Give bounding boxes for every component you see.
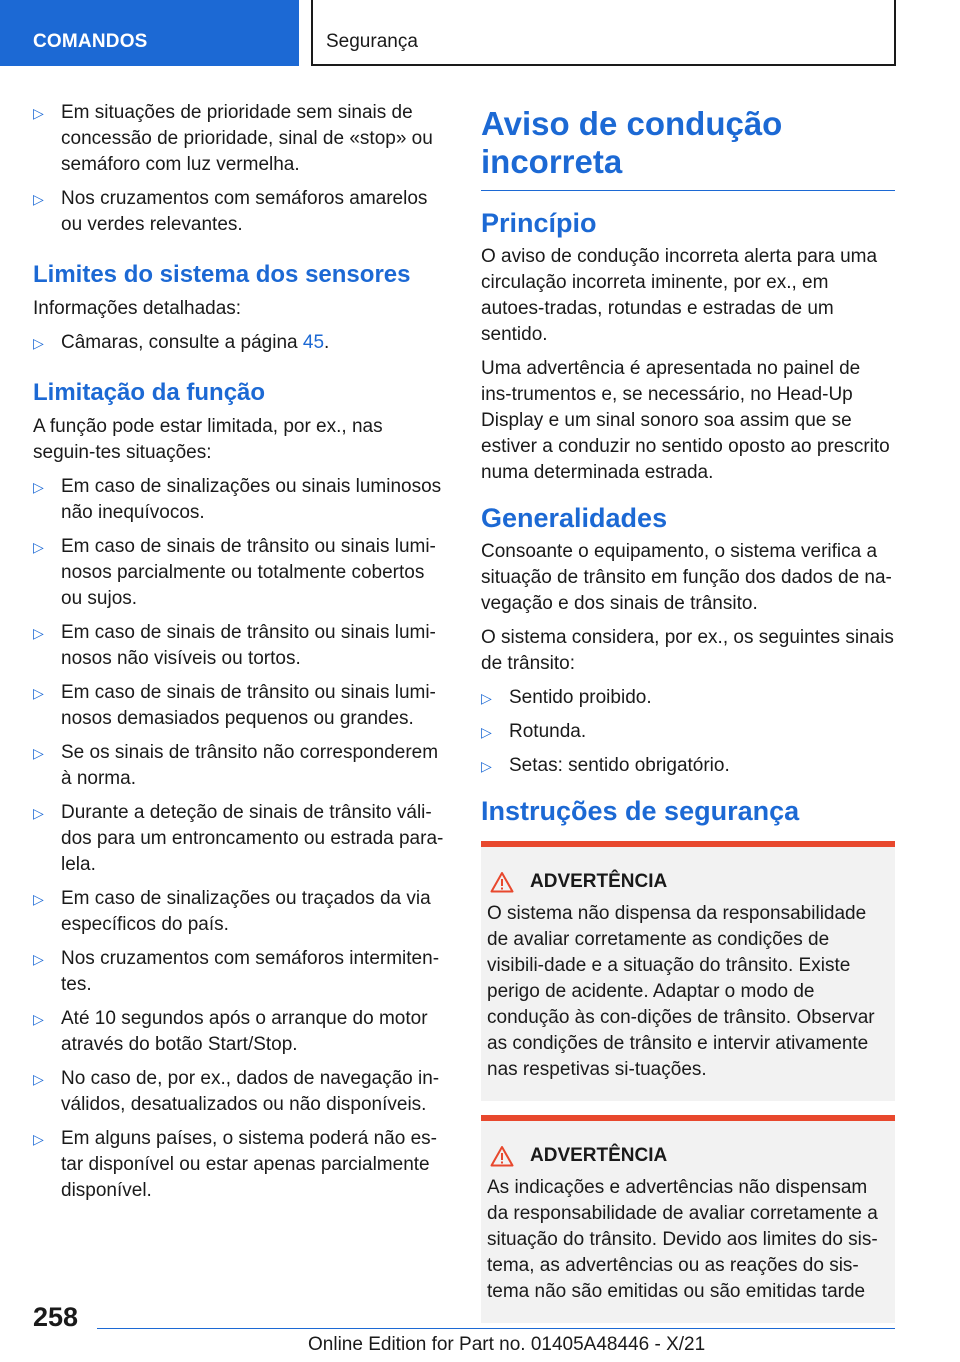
list-item: ▷ Em caso de sinalizações ou sinais luminosos não inequívocos. — [33, 476, 442, 523]
paragraph: O aviso de condução incorreta alerta para uma circulação incorreta iminente, por ex., em autoes-tradas, rotundas e estradas de um sentido. — [481, 246, 878, 345]
page-number: 258 — [33, 1302, 79, 1332]
warning-text: O sistema não dispensa da responsabilidade de avaliar corretamente as condições de visibili-dade e a situação do trânsito. Existe perigo de acidente. Adaptar o modo de condução às con-dições de trânsito. Observar as condições de trânsito e intervir ativamente nas respetivas si-tuações. — [487, 903, 875, 1080]
triangle-bullet-icon: ▷ — [481, 758, 492, 774]
section-tab: COMANDOS — [0, 0, 299, 66]
intro-list — [33, 100, 448, 238]
list-item: ▷ Nos cruzamentos com semáforos intermiten-tes. — [33, 948, 440, 995]
list-item: ▷ Em alguns países, o sistema poderá não es-tar disponível ou estar apenas parcialmente disponível. — [33, 1128, 437, 1201]
paragraph: Uma advertência é apresentada no painel de ins-trumentos e, se necessário, no Head-Up Display e um sinal sonoro soa assim que se estiver a conduzir no sentido oposto ao prescrito numa determinada estrada. — [481, 358, 890, 483]
right-column — [481, 100, 895, 1323]
section-heading-safety: Instruções de segurança — [481, 796, 800, 826]
list-item: ▷ Em caso de sinais de trânsito ou sinais lumi-nosos demasiados pequenos ou grandes. — [33, 682, 436, 729]
list-item: ▷ Câmaras, consulte a página 45. — [33, 330, 448, 356]
page-link[interactable]: 45 — [302, 332, 325, 353]
triangle-bullet-icon: ▷ — [481, 690, 492, 706]
paragraph: A função pode estar limitada, por ex., nas seguin-tes situações: — [33, 416, 383, 463]
triangle-bullet-icon: ▷ — [33, 625, 44, 641]
section-heading-general: Generalidades — [481, 503, 668, 533]
footer-edition: Online Edition for Part no. 01405A48446 - X/21 — [308, 1334, 706, 1355]
list-item: ▷ Em caso de sinais de trânsito ou sinais lumi-nosos não visíveis ou tortos. — [33, 622, 436, 669]
paragraph: Consoante o equipamento, o sistema verifica a situação de trânsito em função dos dados de na-vegação e dos sinais de trânsito. — [481, 541, 892, 614]
triangle-bullet-icon: ▷ — [33, 1071, 44, 1087]
page-header — [0, 0, 960, 66]
list-item: ▷ Sentido proibido. — [481, 685, 895, 711]
paragraph: Informações detalhadas: — [33, 298, 242, 319]
page-title: Aviso de condução incorreta — [481, 105, 783, 180]
list-item: ▷ Até 10 segundos após o arranque do motor através do botão Start/Stop. — [33, 1008, 428, 1055]
triangle-bullet-icon: ▷ — [33, 479, 44, 495]
triangle-bullet-icon: ▷ — [481, 724, 492, 740]
warning-header — [487, 1143, 887, 1169]
warning-triangle-icon — [490, 871, 514, 893]
triangle-bullet-icon: ▷ — [33, 805, 44, 821]
list-item: ▷ Se os sinais de trânsito não corresponderem à norma. — [33, 742, 439, 789]
warning-label: ADVERTÊNCIA — [530, 871, 668, 892]
list-item: ▷ Durante a deteção de sinais de trânsito váli-dos para um entroncamento ou estrada para-lela. — [33, 802, 444, 875]
chapter-title: Segurança — [311, 0, 896, 66]
triangle-bullet-icon: ▷ — [33, 951, 44, 967]
warning-box — [481, 1115, 895, 1323]
footer-divider — [97, 1328, 895, 1329]
warning-header — [487, 869, 887, 895]
list-item: ▷ Nos cruzamentos com semáforos amarelos ou verdes relevantes. — [33, 188, 428, 235]
list-item: ▷ Em situações de prioridade sem sinais de concessão de prioridade, sinal de «stop» ou semáforo com luz vermelha. — [33, 102, 433, 175]
section-heading-limitation: Limitação da função — [33, 379, 266, 406]
triangle-bullet-icon: ▷ — [33, 1011, 44, 1027]
triangle-bullet-icon: ▷ — [33, 191, 44, 207]
limitation-list — [33, 474, 448, 1204]
warning-box — [481, 841, 895, 1101]
triangle-bullet-icon: ▷ — [33, 539, 44, 555]
triangle-bullet-icon: ▷ — [33, 891, 44, 907]
triangle-bullet-icon: ▷ — [33, 745, 44, 761]
list-item: ▷ No caso de, por ex., dados de navegação in-válidos, desatualizados ou não disponíveis. — [33, 1068, 440, 1115]
triangle-bullet-icon: ▷ — [33, 105, 44, 121]
section-heading-principle: Princípio — [481, 208, 597, 238]
section-heading-limits: Limites do sistema dos sensores — [33, 261, 411, 288]
list-item: ▷ Em caso de sinais de trânsito ou sinais lumi-nosos parcialmente ou totalmente cobertos ou sujos. — [33, 536, 436, 609]
warning-triangle-icon — [490, 1145, 514, 1167]
triangle-bullet-icon: ▷ — [33, 1131, 44, 1147]
list-item: ▷ Setas: sentido obrigatório. — [481, 753, 895, 779]
paragraph: O sistema considera, por ex., os seguintes sinais de trânsito: — [481, 627, 894, 674]
title-divider — [481, 190, 895, 191]
list-item: ▷ Rotunda. — [481, 719, 895, 745]
triangle-bullet-icon: ▷ — [33, 335, 44, 351]
triangle-bullet-icon: ▷ — [33, 685, 44, 701]
sign-list — [481, 685, 895, 779]
limits-list — [33, 330, 448, 356]
warning-label: ADVERTÊNCIA — [530, 1145, 668, 1166]
left-column — [33, 100, 448, 1212]
warning-text: As indicações e advertências não dispensam da responsabilidade de avaliar corretamente a situação do trânsito. Devido aos limites do sis-tema, as advertências ou as reações do sis-tema não são emitidas ou são emitidas tarde — [487, 1177, 878, 1302]
list-item: ▷ Em caso de sinalizações ou traçados da via específicos do país. — [33, 888, 431, 935]
